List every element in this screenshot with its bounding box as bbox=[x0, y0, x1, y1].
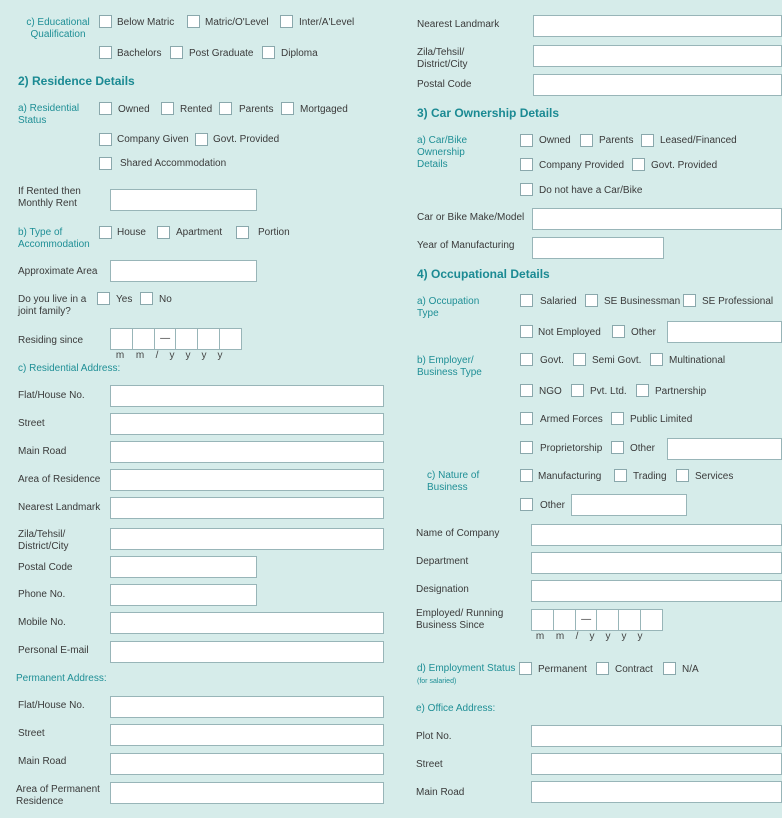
govt-provided-checkbox[interactable] bbox=[195, 133, 208, 146]
emp-govt-label: Govt. bbox=[540, 355, 564, 366]
education-label: c) Educational Qualification bbox=[26, 17, 90, 40]
emp-multinational-label: Multinational bbox=[669, 355, 726, 366]
car-year-label: Year of Manufacturing bbox=[417, 240, 515, 251]
company-name-input[interactable] bbox=[531, 524, 782, 546]
flat-house-label: Flat/House No. bbox=[18, 390, 85, 401]
occupation-other-label: Other bbox=[631, 327, 657, 338]
diploma-checkbox[interactable] bbox=[262, 46, 275, 59]
residing-since-label: Residing since bbox=[18, 335, 84, 346]
matric-checkbox[interactable] bbox=[187, 15, 200, 28]
perm-area-input[interactable] bbox=[110, 782, 384, 804]
emp-armed-forces-checkbox[interactable] bbox=[520, 412, 533, 425]
parents-label: Parents bbox=[239, 104, 274, 115]
portion-label: Portion bbox=[258, 227, 290, 238]
permanent-label: Permanent bbox=[538, 664, 587, 675]
residence-heading: 2) Residence Details bbox=[18, 74, 135, 88]
car-owned-checkbox[interactable] bbox=[520, 134, 533, 147]
emp-other-label: Other bbox=[630, 443, 656, 454]
emp-armed-forces-label: Armed Forces bbox=[540, 414, 603, 425]
post-graduate-checkbox[interactable] bbox=[170, 46, 183, 59]
rented-checkbox[interactable] bbox=[161, 102, 174, 115]
se-businessman-checkbox[interactable] bbox=[585, 294, 598, 307]
employer-type-label: b) Employer/ Business Type bbox=[417, 355, 482, 378]
emp-public-limited-label: Public Limited bbox=[630, 414, 693, 425]
employed-since-label: Employed/ Running Business Since bbox=[416, 608, 504, 631]
se-professional-checkbox[interactable] bbox=[683, 294, 696, 307]
email-label: Personal E-mail bbox=[18, 645, 89, 656]
mortgaged-label: Mortgaged bbox=[300, 104, 348, 115]
perm-flat-house-label: Flat/House No. bbox=[18, 700, 85, 711]
car-ownership-label: a) Car/Bike Ownership Details bbox=[417, 135, 468, 170]
nearest-landmark-label: Nearest Landmark bbox=[18, 502, 101, 513]
se-professional-label: SE Professional bbox=[702, 296, 774, 307]
emp-pvt-ltd-label: Pvt. Ltd. bbox=[590, 386, 627, 397]
services-checkbox[interactable] bbox=[676, 469, 689, 482]
email-input[interactable] bbox=[110, 641, 384, 663]
postal-code-input[interactable] bbox=[110, 556, 257, 578]
shared-accommodation-label: Shared Accommodation bbox=[120, 158, 227, 169]
occupation-heading: 4) Occupational Details bbox=[417, 267, 550, 281]
emp-other-input[interactable] bbox=[667, 438, 782, 460]
street-label: Street bbox=[18, 418, 45, 429]
permanent-address-label: Permanent Address: bbox=[16, 673, 107, 684]
se-businessman-label: SE Businessman bbox=[604, 296, 681, 307]
bachelors-label: Bachelors bbox=[117, 48, 162, 59]
salaried-label: Salaried bbox=[540, 296, 577, 307]
zila-city-input[interactable] bbox=[110, 528, 384, 550]
owned-label: Owned bbox=[118, 104, 150, 115]
apartment-checkbox[interactable] bbox=[157, 226, 170, 239]
car-year-input[interactable] bbox=[532, 237, 664, 259]
perm-main-road-label: Main Road bbox=[18, 756, 67, 767]
post-graduate-label: Post Graduate bbox=[189, 48, 254, 59]
emp-ngo-label: NGO bbox=[539, 386, 562, 397]
right-postal-code-input[interactable] bbox=[533, 74, 782, 96]
zila-city-label: Zila/Tehsil/ District/City bbox=[18, 529, 69, 552]
below-matric-label: Below Matric bbox=[117, 17, 175, 28]
nature-other-input[interactable] bbox=[571, 494, 687, 516]
salaried-checkbox[interactable] bbox=[520, 294, 533, 307]
approx-area-input[interactable] bbox=[110, 260, 257, 282]
owned-checkbox[interactable] bbox=[99, 102, 112, 115]
car-parents-label: Parents bbox=[599, 135, 634, 146]
nearest-landmark-input[interactable] bbox=[110, 497, 384, 519]
car-govt-checkbox[interactable] bbox=[632, 158, 645, 171]
car-leased-checkbox[interactable] bbox=[641, 134, 654, 147]
area-of-residence-label: Area of Residence bbox=[18, 474, 101, 485]
car-leased-label: Leased/Financed bbox=[660, 135, 737, 146]
phone-input[interactable] bbox=[110, 584, 257, 606]
emp-govt-checkbox[interactable] bbox=[520, 353, 533, 366]
plot-no-label: Plot No. bbox=[416, 731, 452, 742]
rented-label: Rented bbox=[180, 104, 213, 115]
joint-no-checkbox[interactable] bbox=[140, 292, 153, 305]
matric-label: Matric/O'Level bbox=[205, 17, 269, 28]
monthly-rent-input[interactable] bbox=[110, 189, 257, 211]
portion-checkbox[interactable] bbox=[236, 226, 249, 239]
joint-no-label: No bbox=[159, 294, 172, 305]
residing-since-date-input[interactable]: — bbox=[110, 328, 242, 350]
perm-street-label: Street bbox=[18, 728, 45, 739]
department-input[interactable] bbox=[531, 552, 782, 574]
diploma-label: Diploma bbox=[281, 48, 318, 59]
postal-code-label: Postal Code bbox=[18, 562, 73, 573]
company-name-label: Name of Company bbox=[416, 528, 500, 539]
trading-checkbox[interactable] bbox=[614, 469, 627, 482]
main-road-label: Main Road bbox=[18, 446, 67, 457]
mobile-label: Mobile No. bbox=[18, 617, 66, 628]
right-zila-city-input[interactable] bbox=[533, 45, 782, 67]
mobile-input[interactable] bbox=[110, 612, 384, 634]
company-given-label: Company Given bbox=[117, 134, 189, 145]
car-parents-checkbox[interactable] bbox=[580, 134, 593, 147]
phone-label: Phone No. bbox=[18, 589, 66, 600]
residential-address-label: c) Residential Address: bbox=[18, 363, 121, 374]
na-label: N/A bbox=[682, 664, 699, 675]
main-road-input[interactable] bbox=[110, 441, 384, 463]
contract-checkbox[interactable] bbox=[596, 662, 609, 675]
joint-yes-label: Yes bbox=[116, 294, 133, 305]
house-label: House bbox=[117, 227, 146, 238]
joint-yes-checkbox[interactable] bbox=[97, 292, 110, 305]
company-given-checkbox[interactable] bbox=[99, 133, 112, 146]
office-main-road-label: Main Road bbox=[416, 787, 465, 798]
emp-proprietorship-label: Proprietorship bbox=[540, 443, 603, 454]
emp-public-limited-checkbox[interactable] bbox=[611, 412, 624, 425]
residential-status-label: a) Residential Status bbox=[18, 103, 80, 126]
no-car-checkbox[interactable] bbox=[520, 183, 533, 196]
car-company-checkbox[interactable] bbox=[520, 158, 533, 171]
department-label: Department bbox=[416, 556, 469, 567]
perm-main-road-input[interactable] bbox=[110, 753, 384, 775]
apartment-label: Apartment bbox=[176, 227, 223, 238]
occupation-type-label: a) Occupation Type bbox=[417, 296, 480, 319]
employed-since-format: m m / y y y y bbox=[535, 631, 643, 642]
car-make-label: Car or Bike Make/Model bbox=[417, 212, 525, 223]
na-checkbox[interactable] bbox=[663, 662, 676, 675]
occupation-other-input[interactable] bbox=[667, 321, 782, 343]
manufacturing-label: Manufacturing bbox=[538, 471, 602, 482]
car-owned-label: Owned bbox=[539, 135, 571, 146]
not-employed-checkbox[interactable] bbox=[520, 325, 533, 338]
trading-label: Trading bbox=[633, 471, 667, 482]
not-employed-label: Not Employed bbox=[538, 327, 601, 338]
monthly-rent-label: If Rented then Monthly Rent bbox=[18, 186, 81, 209]
no-car-label: Do not have a Car/Bike bbox=[539, 185, 643, 196]
nature-of-business-label: c) Nature of Business bbox=[427, 470, 480, 493]
approx-area-label: Approximate Area bbox=[18, 266, 98, 277]
right-nearest-landmark-label: Nearest Landmark bbox=[417, 19, 500, 30]
office-street-input[interactable] bbox=[531, 753, 782, 775]
inter-checkbox[interactable] bbox=[280, 15, 293, 28]
perm-flat-house-input[interactable] bbox=[110, 696, 384, 718]
contract-label: Contract bbox=[615, 664, 653, 675]
street-input[interactable] bbox=[110, 413, 384, 435]
employed-since-date-input[interactable]: — bbox=[531, 609, 663, 631]
parents-checkbox[interactable] bbox=[219, 102, 232, 115]
emp-semi-govt-checkbox[interactable] bbox=[573, 353, 586, 366]
car-make-input[interactable] bbox=[532, 208, 782, 230]
right-nearest-landmark-input[interactable] bbox=[533, 15, 782, 37]
bachelors-checkbox[interactable] bbox=[99, 46, 112, 59]
employment-status-label: d) Employment Status (for salaried) bbox=[417, 663, 516, 685]
right-postal-code-label: Postal Code bbox=[417, 79, 472, 90]
designation-label: Designation bbox=[416, 584, 469, 595]
emp-partnership-checkbox[interactable] bbox=[636, 384, 649, 397]
manufacturing-checkbox[interactable] bbox=[520, 469, 533, 482]
right-zila-city-label: Zila/Tehsil/ District/City bbox=[417, 47, 468, 70]
car-company-label: Company Provided bbox=[539, 160, 625, 171]
area-of-residence-input[interactable] bbox=[110, 469, 384, 491]
emp-semi-govt-label: Semi Govt. bbox=[592, 355, 642, 366]
emp-partnership-label: Partnership bbox=[655, 386, 707, 397]
perm-street-input[interactable] bbox=[110, 724, 384, 746]
plot-no-input[interactable] bbox=[531, 725, 782, 747]
accommodation-type-label: b) Type of Accommodation bbox=[18, 227, 90, 250]
nature-other-checkbox[interactable] bbox=[520, 498, 533, 511]
car-govt-label: Govt. Provided bbox=[651, 160, 718, 171]
residing-since-format: m m / y y y y bbox=[115, 350, 223, 361]
flat-house-input[interactable] bbox=[110, 385, 384, 407]
office-street-label: Street bbox=[416, 759, 443, 770]
car-heading: 3) Car Ownership Details bbox=[417, 106, 560, 120]
house-checkbox[interactable] bbox=[99, 226, 112, 239]
services-label: Services bbox=[695, 471, 734, 482]
designation-input[interactable] bbox=[531, 580, 782, 602]
perm-area-label: Area of Permanent Residence bbox=[16, 784, 100, 807]
joint-family-label: Do you live in a joint family? bbox=[18, 294, 87, 317]
emp-other-checkbox[interactable] bbox=[611, 441, 624, 454]
govt-provided-label: Govt. Provided bbox=[213, 134, 280, 145]
emp-ngo-checkbox[interactable] bbox=[520, 384, 533, 397]
occupation-other-checkbox[interactable] bbox=[612, 325, 625, 338]
emp-proprietorship-checkbox[interactable] bbox=[520, 441, 533, 454]
office-main-road-input[interactable] bbox=[531, 781, 782, 803]
permanent-checkbox[interactable] bbox=[519, 662, 532, 675]
emp-multinational-checkbox[interactable] bbox=[650, 353, 663, 366]
below-matric-checkbox[interactable] bbox=[99, 15, 112, 28]
emp-pvt-ltd-checkbox[interactable] bbox=[571, 384, 584, 397]
nature-other-label: Other bbox=[540, 500, 566, 511]
mortgaged-checkbox[interactable] bbox=[281, 102, 294, 115]
office-address-label: e) Office Address: bbox=[416, 703, 496, 714]
inter-label: Inter/A'Level bbox=[299, 17, 355, 28]
shared-accommodation-checkbox[interactable] bbox=[99, 157, 112, 170]
